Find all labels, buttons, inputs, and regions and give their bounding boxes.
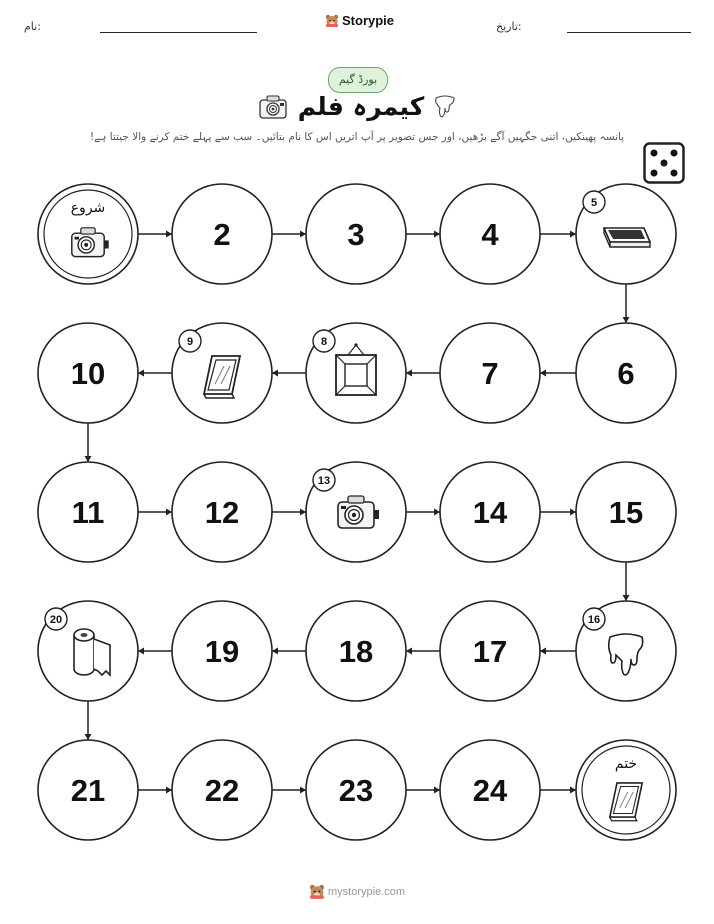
- path-arrowhead: [434, 231, 440, 238]
- path-arrowhead: [434, 509, 440, 516]
- tray-icon: [604, 228, 650, 247]
- space-number: 3: [347, 217, 365, 252]
- path-arrowhead: [406, 370, 412, 377]
- start-label: شروع: [70, 200, 106, 216]
- footer-url: mystorypie.com: [328, 886, 406, 898]
- name-label: نام:: [24, 20, 41, 33]
- board-space: [440, 184, 540, 284]
- board-space: [306, 740, 406, 840]
- start-space: [38, 184, 138, 284]
- board-space: [306, 323, 406, 423]
- space-number: 15: [608, 495, 644, 530]
- path-arrowhead: [300, 231, 306, 238]
- path-arrowhead: [300, 509, 306, 516]
- path-arrowhead: [570, 231, 576, 238]
- board-space: [440, 740, 540, 840]
- board-space: [38, 323, 138, 423]
- board-space: [576, 462, 676, 562]
- board-space: [172, 601, 272, 701]
- space-number: 18: [338, 634, 374, 669]
- path-arrowhead: [570, 509, 576, 516]
- bear-icon: [309, 884, 325, 900]
- space-number: 22: [204, 773, 240, 808]
- path-arrowhead: [623, 317, 630, 323]
- board-space: [38, 462, 138, 562]
- space-number: 6: [617, 356, 635, 391]
- board-space: [172, 323, 272, 423]
- space-number: 10: [70, 356, 106, 391]
- space-number: 5: [590, 197, 598, 209]
- space-number: 12: [204, 495, 240, 530]
- path-arrowhead: [138, 648, 144, 655]
- board-space: [172, 462, 272, 562]
- board-space: [172, 740, 272, 840]
- path-arrowhead: [406, 648, 412, 655]
- date-label: تاریخ:: [496, 20, 522, 33]
- space-number: 20: [49, 614, 63, 626]
- path-arrowhead: [272, 648, 278, 655]
- space-number: 4: [481, 217, 499, 252]
- path-arrowhead: [166, 231, 172, 238]
- space-number: 8: [320, 336, 328, 348]
- path-arrowhead: [85, 456, 92, 462]
- board-space: [38, 740, 138, 840]
- path-arrowhead: [570, 787, 576, 794]
- path-arrowhead: [272, 370, 278, 377]
- board-space: [38, 601, 138, 701]
- board-space: [576, 184, 676, 284]
- space-number: 23: [338, 773, 374, 808]
- space-number: 24: [472, 773, 508, 808]
- path-arrowhead: [623, 595, 630, 601]
- space-number: 17: [472, 634, 508, 669]
- instructions: پانسہ پھینکیں، اتنی جگہیں آگے بڑھیں، اور جس تصویر پر آپ اتریں اس کا نام بتائیں۔ سب سے پہلے ختم کرنے والا جیتتا ہے!: [89, 131, 625, 143]
- board-space: [576, 323, 676, 423]
- board-space: [172, 184, 272, 284]
- path-arrowhead: [540, 648, 546, 655]
- space-number: 2: [213, 217, 231, 252]
- board-space: [306, 601, 406, 701]
- page-title: کیمرہ فلم: [297, 92, 425, 121]
- space-number: 16: [587, 614, 601, 626]
- path-arrowhead: [166, 787, 172, 794]
- path-arrowhead: [166, 509, 172, 516]
- board-space: [440, 462, 540, 562]
- space-number: 14: [472, 495, 508, 530]
- game-type-badge: بورڈ گیم: [328, 67, 388, 93]
- finish-space: [576, 740, 676, 840]
- space-number: 9: [186, 336, 194, 348]
- space-number: 7: [481, 356, 499, 391]
- path-arrowhead: [300, 787, 306, 794]
- footer: [0, 884, 714, 900]
- space-number: 21: [70, 773, 106, 808]
- finish-label: ختم: [614, 756, 638, 772]
- path-arrowhead: [434, 787, 440, 794]
- brand-name: Storypie: [342, 13, 395, 28]
- board-space: [306, 184, 406, 284]
- board-space: [440, 323, 540, 423]
- space-number: 19: [204, 634, 240, 669]
- space-number: 11: [71, 495, 105, 530]
- space-number: 13: [317, 475, 331, 487]
- path-arrowhead: [138, 370, 144, 377]
- path-arrowhead: [85, 734, 92, 740]
- path-arrowhead: [540, 370, 546, 377]
- board-space: [576, 601, 676, 701]
- board-space: [440, 601, 540, 701]
- board-space: [306, 462, 406, 562]
